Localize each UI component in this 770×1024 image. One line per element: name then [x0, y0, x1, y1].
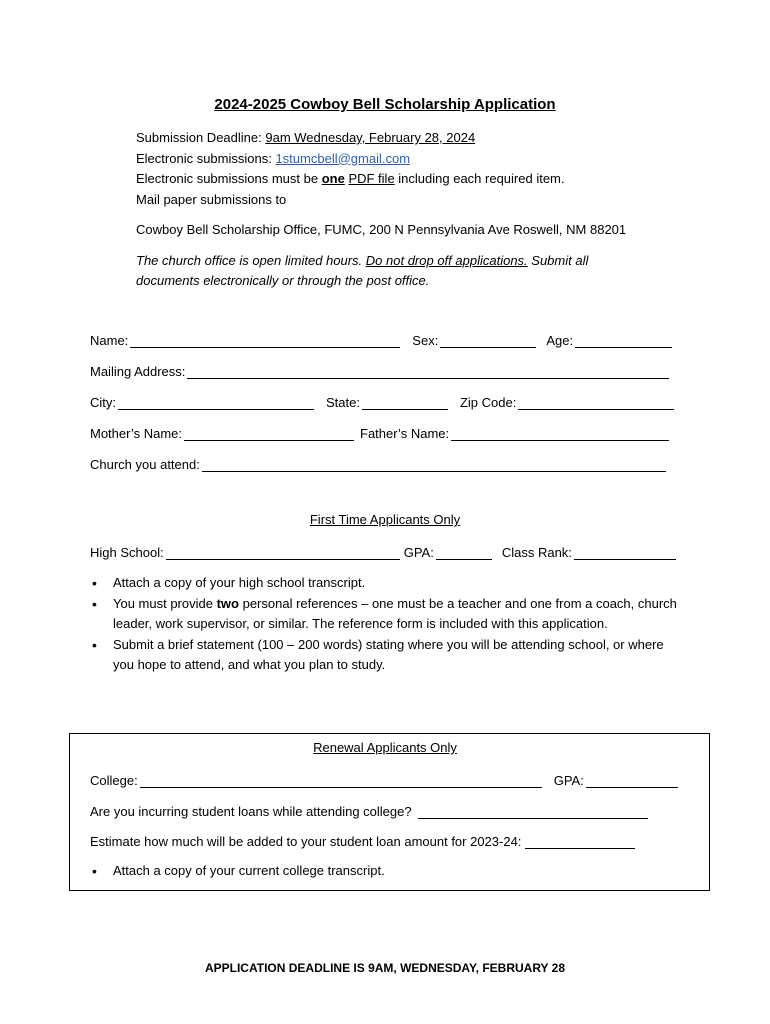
loans-input[interactable]	[418, 804, 648, 819]
high-school-label: High School:	[90, 545, 164, 560]
notice-suffix: Submit all	[527, 252, 589, 268]
pdf-suffix: including each required item.	[394, 171, 565, 186]
state-input[interactable]	[362, 395, 448, 410]
loan-estimate-row	[90, 829, 680, 849]
father-input[interactable]	[451, 426, 669, 441]
pdf-requirement-line	[136, 169, 696, 190]
list-item: • Attach a copy of your current college transcript.	[90, 861, 680, 882]
electronic-label: Electronic submissions:	[136, 150, 276, 166]
renewal-gpa-label: GPA:	[553, 773, 584, 788]
sex-label: Sex:	[412, 333, 439, 348]
notice-prefix: The church office is open limited hours.	[136, 252, 366, 268]
list-item: • Submit a brief statement (100 – 200 words) stating where you will be attending school, or where you hope to attend, and what you plan to study.	[90, 635, 680, 676]
name-row	[90, 328, 680, 348]
loan-estimate-label: Estimate how much will be added to your student loan amount for 2023-24:	[90, 834, 522, 849]
age-input[interactable]	[575, 333, 672, 348]
electronic-submissions-line	[136, 149, 696, 170]
church-label: Church you attend:	[90, 457, 200, 472]
pdf-file: PDF file	[348, 171, 395, 186]
list-item: • Attach a copy of your high school transcript.	[90, 573, 680, 594]
pdf-one: one	[321, 171, 345, 186]
age-label: Age:	[546, 333, 574, 348]
parents-row	[90, 421, 680, 441]
notice-line-2: documents electronically or through the post office.	[136, 273, 430, 288]
state-label: State:	[326, 395, 360, 410]
renewal-heading: Renewal Applicants Only	[313, 740, 457, 755]
mother-input[interactable]	[184, 426, 354, 441]
college-input[interactable]	[140, 773, 542, 788]
name-input[interactable]	[130, 333, 400, 348]
intro-block	[136, 128, 696, 292]
mother-label: Mother’s Name:	[90, 426, 182, 441]
class-rank-label: Class Rank:	[501, 545, 572, 560]
deadline-footer: APPLICATION DEADLINE IS 9AM, WEDNESDAY, FEBRUARY 28	[204, 961, 566, 975]
college-label: College:	[90, 773, 138, 788]
zip-label: Zip Code:	[459, 395, 517, 410]
high-school-input[interactable]	[166, 545, 400, 560]
pdf-prefix: Electronic submissions must be	[136, 171, 322, 186]
bullet2-suffix: personal references – one must be a teacher and one from a coach, church leader, work supervisor, or similar. The reference form is included with this application.	[113, 595, 677, 631]
college-row	[90, 768, 680, 788]
mailing-address-row	[90, 359, 680, 379]
church-row	[90, 452, 680, 472]
submission-deadline-line	[136, 128, 696, 149]
page-title: 2024-2025 Cowboy Bell Scholarship Application	[214, 96, 556, 113]
city-input[interactable]	[118, 395, 314, 410]
office-address: Cowboy Bell Scholarship Office, FUMC, 200 N Pennsylvania Ave Roswell, NM 88201	[136, 222, 627, 237]
mailing-address-label: Mailing Address:	[90, 364, 186, 379]
city-label: City:	[90, 395, 116, 410]
loans-question: Are you incurring student loans while attending college?	[90, 804, 412, 819]
loans-row	[90, 799, 680, 819]
high-school-row	[90, 540, 680, 560]
bullet2-prefix: You must provide	[113, 595, 217, 611]
email-link[interactable]: 1stumcbell@gmail.com	[275, 150, 411, 166]
gpa-label: GPA:	[403, 545, 434, 560]
mailing-address-input[interactable]	[187, 364, 669, 379]
mail-line: Mail paper submissions to	[136, 191, 287, 207]
first-time-requirements	[90, 573, 680, 676]
bullet2-bold: two	[216, 595, 239, 611]
zip-input[interactable]	[518, 395, 674, 410]
father-label: Father’s Name:	[360, 426, 450, 441]
city-row	[90, 390, 680, 410]
notice-underlined: Do not drop off applications.	[365, 252, 528, 268]
sex-input[interactable]	[440, 333, 536, 348]
list-item	[90, 594, 680, 635]
notice-line-1	[136, 251, 696, 272]
name-label: Name:	[90, 333, 129, 348]
renewal-gpa-input[interactable]	[586, 773, 678, 788]
gpa-input[interactable]	[436, 545, 492, 560]
loan-estimate-input[interactable]	[525, 834, 635, 849]
church-input[interactable]	[202, 457, 666, 472]
class-rank-input[interactable]	[574, 545, 676, 560]
deadline-label: Submission Deadline:	[136, 130, 266, 145]
renewal-requirements	[90, 861, 680, 882]
first-time-heading: First Time Applicants Only	[309, 512, 461, 527]
deadline-value: 9am Wednesday, February 28, 2024	[265, 130, 476, 145]
